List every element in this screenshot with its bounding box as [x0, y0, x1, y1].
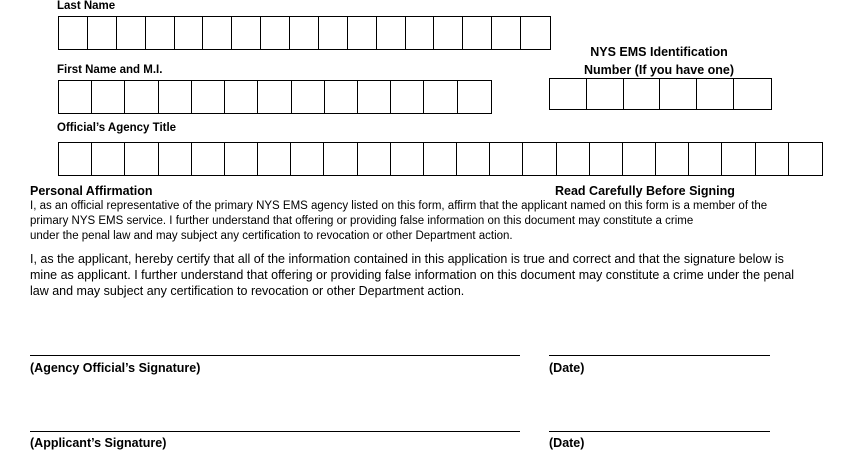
- agency-title-box[interactable]: [258, 143, 291, 175]
- last-name-box[interactable]: [203, 17, 232, 49]
- last-name-box[interactable]: [117, 17, 146, 49]
- last-name-box[interactable]: [492, 17, 521, 49]
- last-name-box[interactable]: [146, 17, 175, 49]
- first-name-box[interactable]: [192, 81, 225, 113]
- first-name-box[interactable]: [424, 81, 457, 113]
- last-name-box[interactable]: [59, 17, 88, 49]
- first-name-box[interactable]: [225, 81, 258, 113]
- last-name-box[interactable]: [463, 17, 492, 49]
- official-affirmation-line: I, as an official representative of the primary NYS EMS agency listed on this form, affirm that the applicant named on this form is a member of the: [30, 200, 768, 212]
- last-name-box[interactable]: [377, 17, 406, 49]
- agency-title-box[interactable]: [490, 143, 523, 175]
- agency-title-box[interactable]: [159, 143, 192, 175]
- last-name-box[interactable]: [406, 17, 435, 49]
- applicant-date-label: (Date): [549, 436, 585, 450]
- last-name-box[interactable]: [232, 17, 261, 49]
- first-name-boxes[interactable]: [58, 80, 492, 114]
- last-name-box[interactable]: [88, 17, 117, 49]
- last-name-box[interactable]: [175, 17, 204, 49]
- agency-title-box[interactable]: [192, 143, 225, 175]
- agency-title-boxes[interactable]: [58, 142, 823, 176]
- first-name-box[interactable]: [292, 81, 325, 113]
- agency-title-box[interactable]: [358, 143, 391, 175]
- agency-title-box[interactable]: [722, 143, 755, 175]
- nys-ems-id-label-line1: NYS EMS Identification: [590, 45, 728, 59]
- nys-ems-id-label: [548, 43, 770, 79]
- applicant-affirmation-line: mine as applicant. I further understand that offering or providing false information on this document may constitute a crime under the penal: [30, 268, 795, 282]
- read-carefully-notice: Read Carefully Before Signing: [555, 184, 735, 198]
- first-name-label: First Name and M.I.: [57, 64, 163, 76]
- agency-date-line[interactable]: [549, 355, 770, 356]
- applicant-date-line[interactable]: [549, 431, 770, 432]
- agency-title-box[interactable]: [424, 143, 457, 175]
- agency-title-box[interactable]: [324, 143, 357, 175]
- first-name-box[interactable]: [325, 81, 358, 113]
- nys-ems-id-box[interactable]: [587, 79, 624, 109]
- last-name-label: Last Name: [57, 0, 116, 12]
- first-name-box[interactable]: [391, 81, 424, 113]
- nys-ems-id-label-line2: Number (If you have one): [583, 63, 735, 77]
- agency-title-box[interactable]: [623, 143, 656, 175]
- last-name-boxes[interactable]: [58, 16, 551, 50]
- agency-title-box[interactable]: [225, 143, 258, 175]
- agency-title-box[interactable]: [656, 143, 689, 175]
- official-affirmation-line: under the penal law and may subject any certification to revocation or other Department action.: [30, 230, 513, 242]
- nys-ems-id-box[interactable]: [697, 79, 734, 109]
- first-name-box[interactable]: [125, 81, 158, 113]
- first-name-box[interactable]: [258, 81, 291, 113]
- first-name-box[interactable]: [458, 81, 491, 113]
- first-name-box[interactable]: [92, 81, 125, 113]
- last-name-box[interactable]: [434, 17, 463, 49]
- applicant-affirmation-line: I, as the applicant, hereby certify that all of the information contained in this application is true and correct and that the signature below is: [30, 252, 784, 266]
- first-name-box[interactable]: [159, 81, 192, 113]
- agency-title-box[interactable]: [125, 143, 158, 175]
- agency-title-label: Official’s Agency Title: [57, 122, 177, 134]
- nys-ems-id-box[interactable]: [734, 79, 771, 109]
- nys-ems-id-box[interactable]: [624, 79, 661, 109]
- nys-ems-id-box[interactable]: [660, 79, 697, 109]
- agency-title-box[interactable]: [291, 143, 324, 175]
- official-affirmation-line: primary NYS EMS service. I further understand that offering or providing false information on this document may constitute a crime: [30, 215, 694, 227]
- agency-title-box[interactable]: [523, 143, 556, 175]
- agency-title-box[interactable]: [92, 143, 125, 175]
- last-name-box[interactable]: [348, 17, 377, 49]
- agency-title-box[interactable]: [557, 143, 590, 175]
- applicant-affirmation-text: [30, 251, 794, 299]
- agency-title-box[interactable]: [689, 143, 722, 175]
- agency-title-box[interactable]: [457, 143, 490, 175]
- personal-affirmation-heading: Personal Affirmation: [30, 184, 153, 198]
- official-affirmation-text: [30, 199, 767, 244]
- applicant-signature-label: (Applicant’s Signature): [30, 436, 167, 450]
- agency-title-box[interactable]: [756, 143, 789, 175]
- last-name-box[interactable]: [521, 17, 550, 49]
- nys-ems-id-box[interactable]: [550, 79, 587, 109]
- last-name-box[interactable]: [319, 17, 348, 49]
- first-name-box[interactable]: [59, 81, 92, 113]
- agency-title-box[interactable]: [789, 143, 822, 175]
- last-name-box[interactable]: [290, 17, 319, 49]
- agency-title-box[interactable]: [391, 143, 424, 175]
- applicant-affirmation-line: law and may subject any certification to revocation or other Department action.: [30, 284, 465, 298]
- nys-ems-id-boxes[interactable]: [549, 78, 772, 110]
- applicant-signature-line[interactable]: [30, 431, 520, 432]
- agency-title-box[interactable]: [590, 143, 623, 175]
- last-name-box[interactable]: [261, 17, 290, 49]
- first-name-box[interactable]: [358, 81, 391, 113]
- agency-official-signature-label: (Agency Official’s Signature): [30, 361, 201, 375]
- agency-official-signature-line[interactable]: [30, 355, 520, 356]
- agency-title-box[interactable]: [59, 143, 92, 175]
- agency-date-label: (Date): [549, 361, 585, 375]
